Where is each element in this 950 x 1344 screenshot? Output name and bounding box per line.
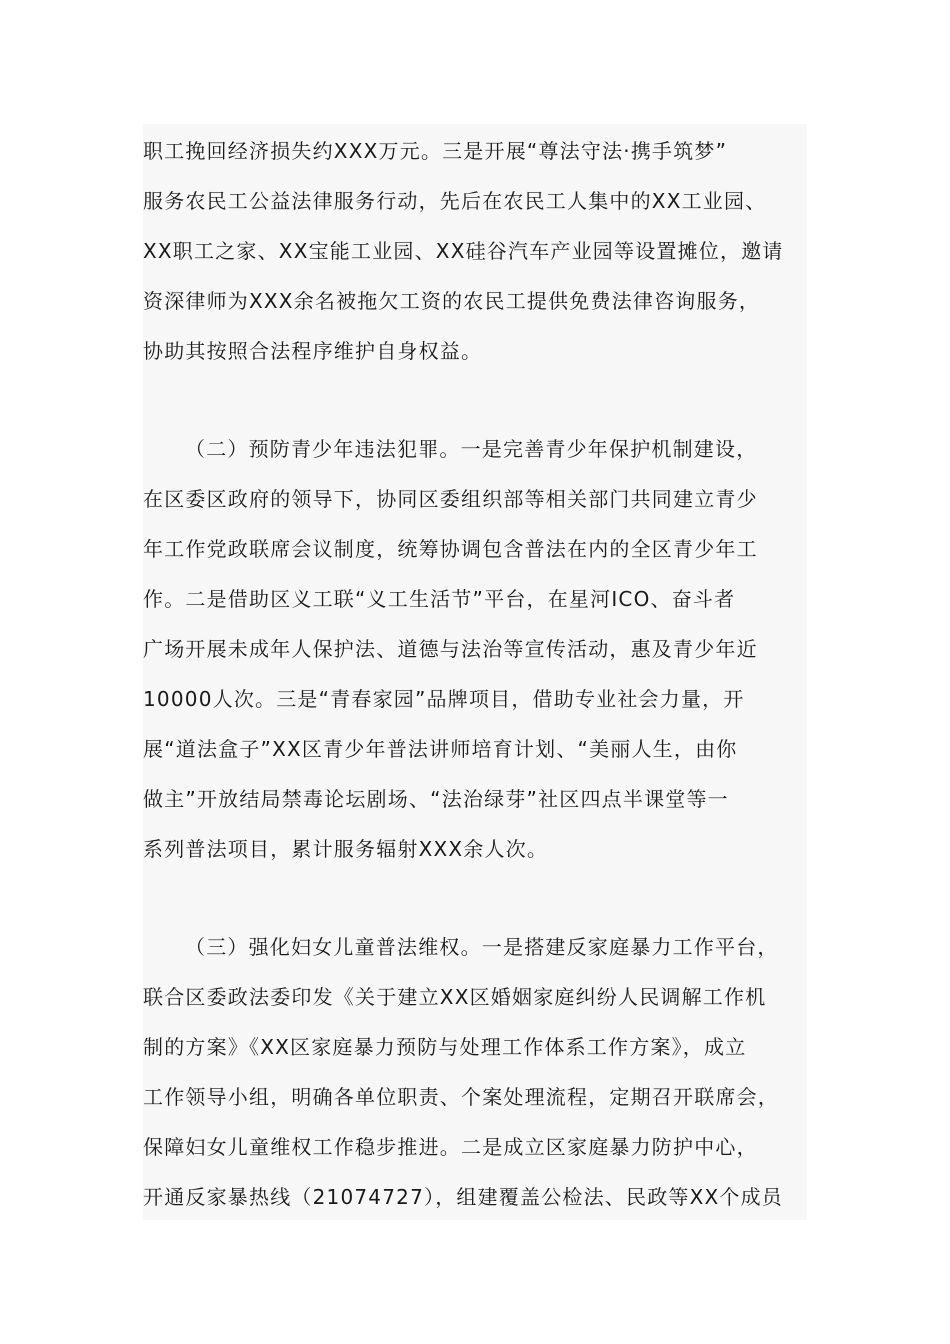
paragraph-youth-crime-prevention — [143, 424, 811, 874]
text-line: 作。二是借助区义工联“义工生活节”平台，在星河ICO、奋斗者 — [143, 587, 736, 611]
text-line: 开通反家暴热线（21074727），组建覆盖公检法、民政等XX个成员 — [143, 1185, 783, 1209]
text-line: 广场开展未成年人保护法、道德与法治等宣传活动，惠及青少年近 — [143, 637, 758, 661]
paragraph-migrant-workers — [143, 126, 811, 376]
text-line: 10000人次。三是“青春家园”品牌项目，借助专业社会力量，开 — [143, 687, 745, 711]
section-heading-line: （二）预防青少年违法犯罪。一是完善青少年保护机制建设， — [185, 437, 758, 461]
text-line: 资深律师为XXX余名被拖欠工资的农民工提供免费法律咨询服务， — [143, 289, 761, 313]
text-line: 做主”开放结局禁毒论坛剧场、“法治绿芽”社区四点半课堂等一 — [143, 787, 729, 811]
text-line: 协助其按照合法程序维护自身权益。 — [143, 339, 483, 363]
text-line: 职工挽回经济损失约XXX万元。三是开展“尊法守法·携手筑梦” — [143, 139, 728, 163]
text-line: 服务农民工公益法律服务行动，先后在农民工人集中的XX工业园、 — [143, 189, 767, 213]
text-line: 年工作党政联席会议制度，统筹协调包含普法在内的全区青少年工 — [143, 537, 758, 561]
text-line: 联合区委政法委印发《关于建立XX区婚姻家庭纠纷人民调解工作机 — [143, 985, 767, 1009]
text-line: 系列普法项目，累计服务辐射XXX余人次。 — [143, 837, 549, 861]
section-heading-line: （三）强化妇女儿童普法维权。一是搭建反家庭暴力工作平台， — [185, 935, 779, 959]
text-line: 保障妇女儿童维权工作稳步推进。二是成立区家庭暴力防护中心， — [143, 1135, 758, 1159]
text-line: 展“道法盒子”XX区青少年普法讲师培育计划、“美丽人生，由你 — [143, 737, 738, 761]
text-line: XX职工之家、XX宝能工业园、XX硅谷汽车产业园等设置摊位，邀请 — [143, 239, 784, 263]
paragraph-women-children-rights — [143, 922, 811, 1222]
text-line: 在区委区政府的领导下，协同区委组织部等相关部门共同建立青少 — [143, 487, 758, 511]
text-line: 工作领导小组，明确各单位职责、个案处理流程，定期召开联席会， — [143, 1085, 779, 1109]
text-line: 制的方案》《XX区家庭暴力预防与处理工作体系工作方案》，成立 — [143, 1035, 747, 1059]
